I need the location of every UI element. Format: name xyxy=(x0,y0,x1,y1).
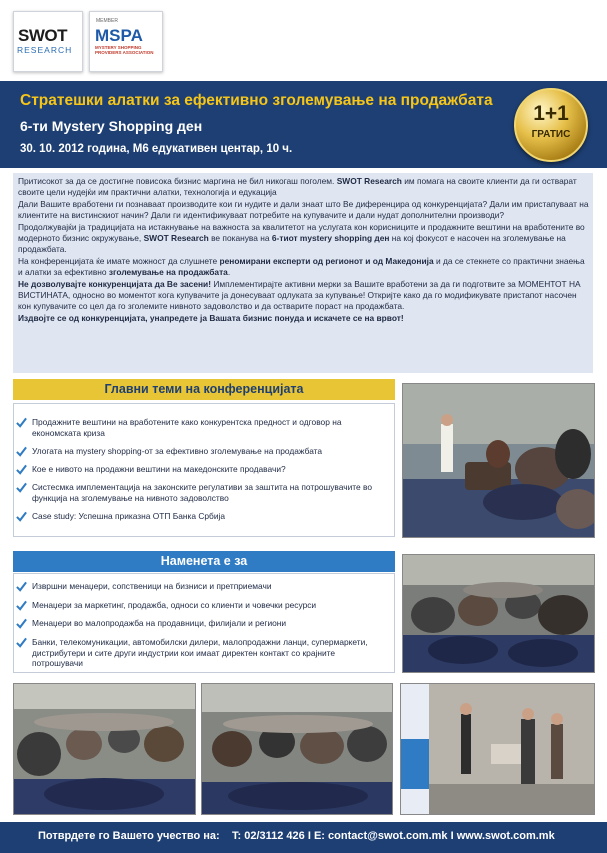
topics-list xyxy=(13,403,395,537)
swot-logo-word: SWOT xyxy=(18,26,67,45)
intro-paragraph: Продолжувајќи ја традицијата на истакнување на важноста за квалитетот на услугата кон корисниците и продажните вештини на вработените во модерното бизнис окружување, SWOT Research ве поканува на 6-тиот mystery shopping ден на кој фокусот е насочен на зголемување на продажбата. xyxy=(18,222,585,254)
lobby-scene-image xyxy=(401,684,595,815)
checkmark-icon xyxy=(16,417,27,428)
conference-photo-lobby xyxy=(400,683,595,815)
footer-contact[interactable]: T: 02/3112 426 I E: contact@swot.com.mk I www.swot.com.mk xyxy=(232,830,555,842)
mspa-logo xyxy=(89,11,163,72)
conference-photo-audience xyxy=(402,554,595,673)
page-header xyxy=(0,0,607,80)
audience-scene-image xyxy=(403,555,595,673)
checkmark-icon xyxy=(16,637,27,648)
badge-label: ГРАТИС xyxy=(531,129,571,140)
checkmark-icon xyxy=(16,482,27,493)
list-item: Улогата на mystery shopping-от за ефективно зголемување на продажбата xyxy=(32,446,387,457)
list-item: Систесмка имплементација на законските регулативи за заштита на потрошувачите во функција на зголемување на нивното задоволство xyxy=(32,482,387,503)
list-item: Менаџери за маркетинг, продажба, односи со клиенти и човечки ресурси xyxy=(32,600,387,611)
hall-scene-image xyxy=(14,684,196,815)
mspa-logo-word: MSPA xyxy=(95,26,143,45)
mspa-logo-sub: MYSTERY SHOPPING PROVIDERS ASSOCIATION xyxy=(95,45,154,55)
list-item: Менаџери во малопродажба на продавници, филијали и региони xyxy=(32,618,387,629)
checkmark-icon xyxy=(16,600,27,611)
audience-heading: Наменета е за xyxy=(13,551,395,572)
intro-closing: Издвојте се од конкуренцијата, унапредете ја Вашата бизнис понуда и искачете се на врвот! xyxy=(18,313,404,324)
event-datetime: 30. 10. 2012 година, М6 едукативен центар, 10 ч. xyxy=(20,143,293,155)
badge-offer: 1+1 xyxy=(533,102,569,125)
topics-heading: Главни теми на конференцијата xyxy=(13,379,395,400)
conference-photo-hall-1 xyxy=(13,683,196,815)
intro-paragraph: Дали Вашите вработени ги познаваат производите кои ги нудите и дали знаат што Ве диференцира од конкуренцијата? Дали им пристапуваат на клиентите на вистинскиот начин? Дали ги идентификуваат потребите на купувачите и дали нудат дополнителни производи? xyxy=(18,199,589,220)
swot-research-logo xyxy=(13,11,83,72)
free-ticket-badge xyxy=(514,88,588,162)
checkmark-icon xyxy=(16,464,27,475)
checkmark-icon xyxy=(16,446,27,457)
checkmark-icon xyxy=(16,581,27,592)
conference-photo-hall-2 xyxy=(201,683,393,815)
event-subtitle: 6-ти Mystery Shopping ден xyxy=(20,118,203,134)
checkmark-icon xyxy=(16,618,27,629)
list-item: Кое е нивото на продажни вештини на македонските продавачи? xyxy=(32,464,387,475)
mspa-member-label: MEMBER xyxy=(96,18,118,24)
contact-footer xyxy=(0,822,607,853)
checkmark-icon xyxy=(16,511,27,522)
speaker-scene-image xyxy=(403,384,595,538)
list-item: Банки, телекомуникации, автомобилски дилери, малопродажни ланци, супермаркети, дистрибутери и сите други индустрии кои имаат директен контакт со крајните потрошувачи xyxy=(32,637,387,669)
audience-list xyxy=(13,573,395,673)
conference-photo-speaker xyxy=(402,383,595,538)
intro-paragraph: Притисокот за да се достигне повисока бизнис маргина не бил никогаш поголем. SWOT Research им помага на своите клиенти да ги остварат своите цели нудејќи им практични алатки, технологија и едукација xyxy=(18,176,577,197)
intro-panel xyxy=(13,173,593,373)
intro-paragraph: На конференцијата ќе имате можност да слушнете реномирани експерти од регионот и од Македонија и да се стекнете со практични знаења и алатки за ефективно зголемување на продажбата. xyxy=(18,256,585,277)
intro-paragraph: Не дозволувајте конкуренцијата да Ве засени! Имплементирајте активни мерки за Вашите вработени за да ги подготвите за МОМЕНТОТ НА ВИСТИНАТА, односно во моментот кога купувачите ја донесуваат одлуката за купување! Откријте како да го модификувате пристапот насочен кон купувачите со цел да го зголемите нивното задоволство и да остварите пораст на продажбата. xyxy=(18,279,581,311)
list-item: Продажните вештини на вработените како конкурентска предност и одговор на економската криза xyxy=(32,417,387,438)
event-title: Стратешки алатки за ефективно зголемување на продажбата xyxy=(20,92,493,109)
footer-cta: Потврдете го Вашето учество на: xyxy=(38,830,220,842)
list-item: Извршни менаџери, сопственици на бизниси и претприемачи xyxy=(32,581,387,592)
hall-scene-image-2 xyxy=(202,684,393,815)
list-item: Case study: Успешна приказна ОТП Банка Србија xyxy=(32,511,387,522)
swot-logo-sub: RESEARCH xyxy=(17,45,73,55)
